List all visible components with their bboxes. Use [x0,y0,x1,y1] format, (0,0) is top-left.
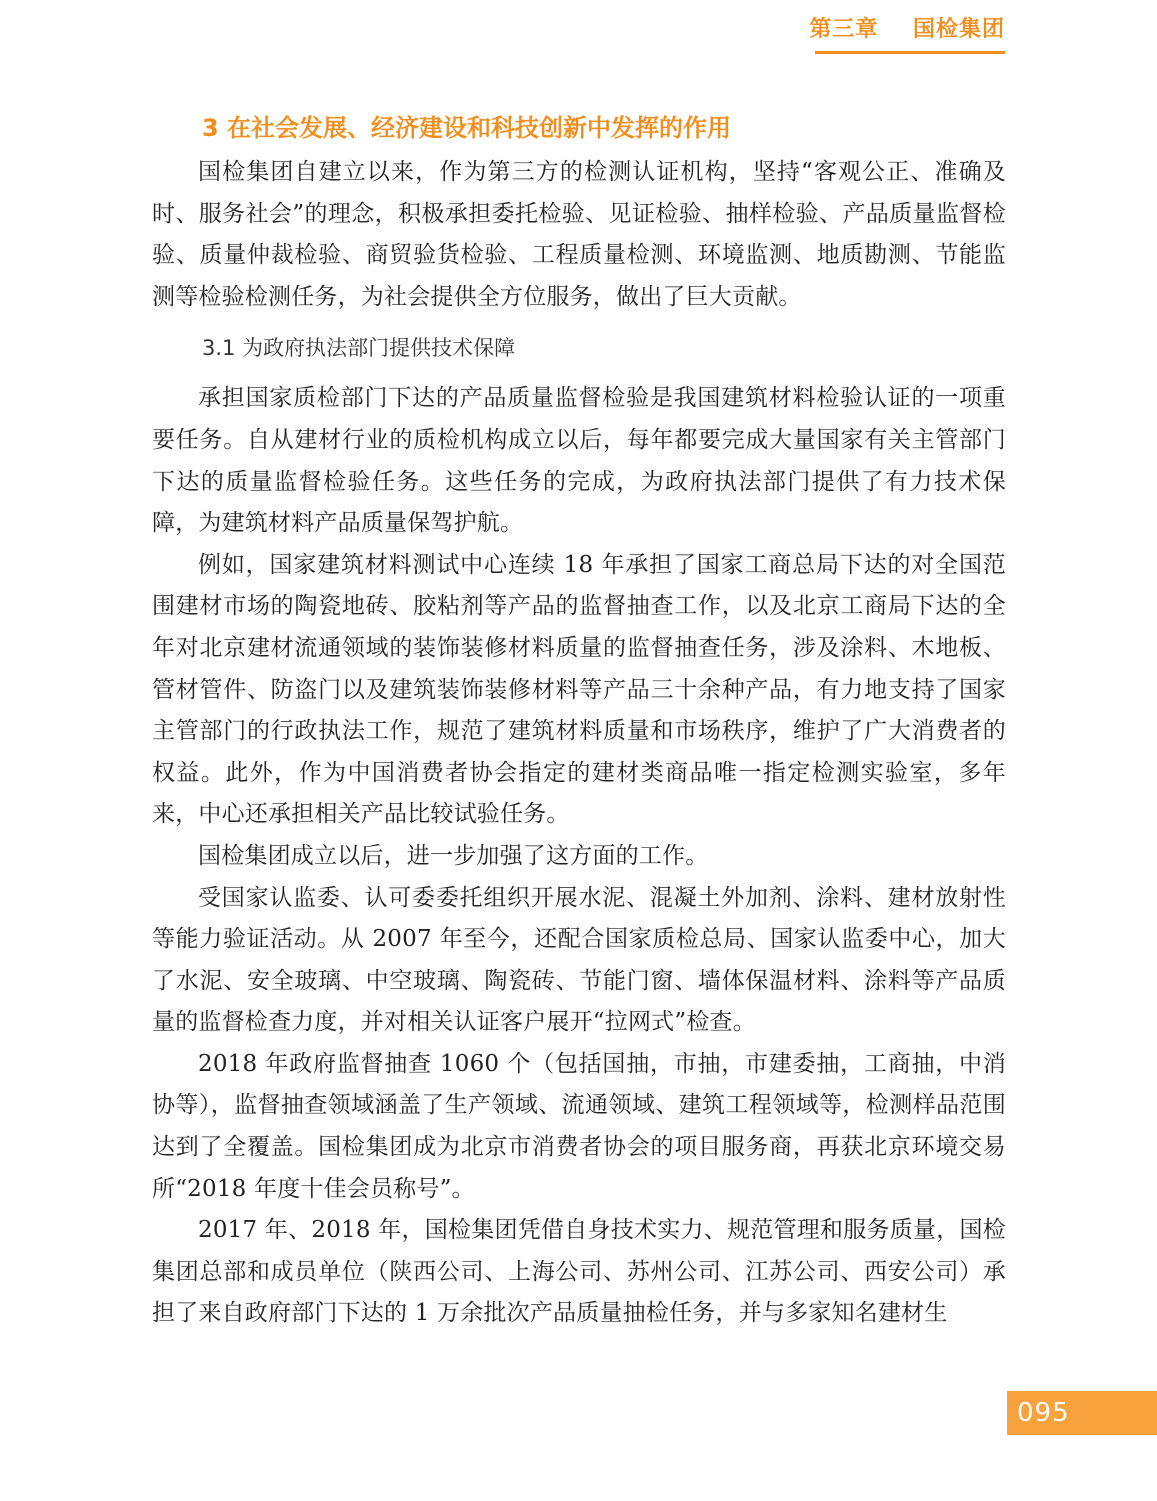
body-paragraph: 例如，国家建筑材料测试中心连续 18 年承担了国家工商总局下达的对全国范围建材市场的陶瓷地砖、胶粘剂等产品的监督抽查工作，以及北京工商局下达的全年对北京建材流通领域的装饰装修材料质量的监督抽查任务，涉及涂料、木地板、管材管件、防盗门以及建筑装饰装修材料等产品三十余种产品，有力地支持了国家主管部门的行政执法工作，规范了建筑材料质量和市场秩序，维护了广大消费者的权益。此外，作为中国消费者协会指定的建材类商品唯一指定检测实验室，多年来，中心还承担相关产品比较试验任务。 [152,551,1006,828]
body-paragraph: 2017 年、2018 年，国检集团凭借自身技术实力、规范管理和服务质量，国检集团总部和成员单位（陕西公司、上海公司、苏州公司、江苏公司、西安公司）承担了来自政府部门下达的 1 万余批次产品质量抽检任务，并与多家知名建材生 [152,1217,1006,1327]
body-paragraph: 受国家认监委、认可委委托组织开展水泥、混凝土外加剂、涂料、建材放射性等能力验证活动。从 2007 年至今，还配合国家质检总局、国家认监委中心，加大了水泥、安全玻璃、中空玻璃、陶瓷砖、节能门窗、墙体保温材料、涂料等产品质量的监督检查力度，并对相关认证客户展开“拉网式”检查。 [152,884,1006,1036]
header-underline [815,51,1005,54]
page-content [152,108,1006,1335]
subsection-heading: 3.1 为政府执法部门提供技术保障 [202,336,516,361]
body-paragraph: 2018 年政府监督抽查 1060 个（包括国抽，市抽，市建委抽，工商抽，中消协等），监督抽查领域涵盖了生产领域、流通领域、建筑工程领域等，检测样品范围达到了全覆盖。国检集团成为北京市消费者协会的项目服务商，再获北京环境交易所“2018 年度十佳会员称号”。 [152,1050,1006,1202]
body-paragraph: 承担国家质检部门下达的产品质量监督检验是我国建筑材料检验认证的一项重要任务。自从建材行业的质检机构成立以后，每年都要完成大量国家有关主管部门下达的质量监督检验任务。这些任务的完成，为政府执法部门提供了有力技术保障，为建筑材料产品质量保驾护航。 [152,385,1006,537]
section-title: 3 在社会发展、经济建设和科技创新中发挥的作用 [202,114,732,142]
running-header [809,12,1005,54]
page-number-tab: 095 [1007,1391,1157,1435]
chapter-title: 第三章 国检集团 [809,17,1005,42]
body-paragraph: 国检集团成立以后，进一步加强了这方面的工作。 [198,842,709,869]
section-intro-paragraph: 国检集团自建立以来，作为第三方的检测认证机构，坚持“客观公正、准确及时、服务社会”的理念，积极承担委托检验、见证检验、抽样检验、产品质量监督检验、质量仲裁检验、商贸验货检验、工程质量检测、环境监测、地质勘测、节能监测等检验检测任务，为社会提供全方位服务，做出了巨大贡献。 [152,159,1006,310]
